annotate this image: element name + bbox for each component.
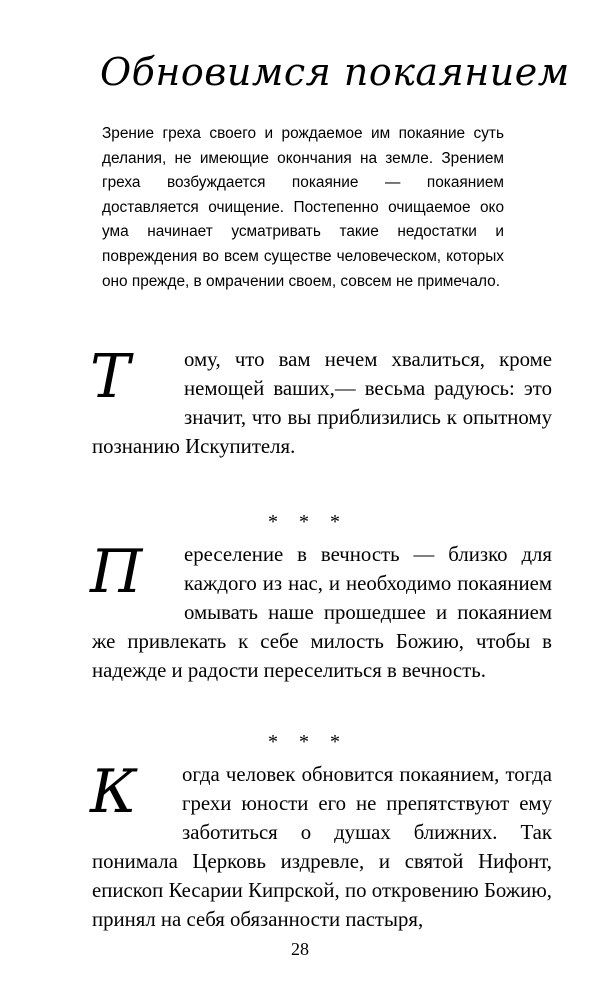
paragraph-3	[90, 757, 552, 934]
paragraph-text: ереселение в вечность — близко для каждого из нас, и необходимо покаянием омывать наше прошедшее и покаянием же привлекать к себе милость Божию, чтобы в надежде и радости переселиться в вечность.	[92, 543, 552, 682]
paragraph-1	[90, 342, 552, 461]
drop-cap: К	[90, 757, 137, 827]
paragraph-2	[90, 537, 552, 685]
drop-cap: Т	[90, 342, 131, 412]
paragraph-text: огда человек обновится покаянием, тогда грехи юности его не препятствуют ему заботиться о душах ближних. Так понимала Церковь издревле, и святой Нифонт, епископ Кесарии Кипрской, по откровению Божию, принял на себя обязанности пастыря,	[92, 763, 552, 931]
paragraph-text: ому, что вам нечем хвалиться, кроме немощей ваших,— весьма радуюсь: это значит, что вы приблизились к опытному познанию Искупителя.	[92, 348, 552, 458]
drop-cap: П	[90, 537, 143, 607]
section-separator: * * *	[268, 511, 348, 533]
section-separator: * * *	[268, 731, 348, 753]
page-number: 28	[291, 939, 309, 959]
chapter-title: Обновимся покаянием	[100, 50, 570, 94]
intro-block	[102, 122, 504, 294]
intro-text: Зрение греха своего и рождаемое им покаяние суть делания, не имеющие окончания на земле. Зрением греха возбуждается покаяние — покаянием доставляется очищение. Постепенно очищаемое око ума начинает усматривать такие недостатки и повреждения во всем существе человеческом, которых оно прежде, в омрачении своем, совсем не примечало.	[102, 125, 504, 290]
